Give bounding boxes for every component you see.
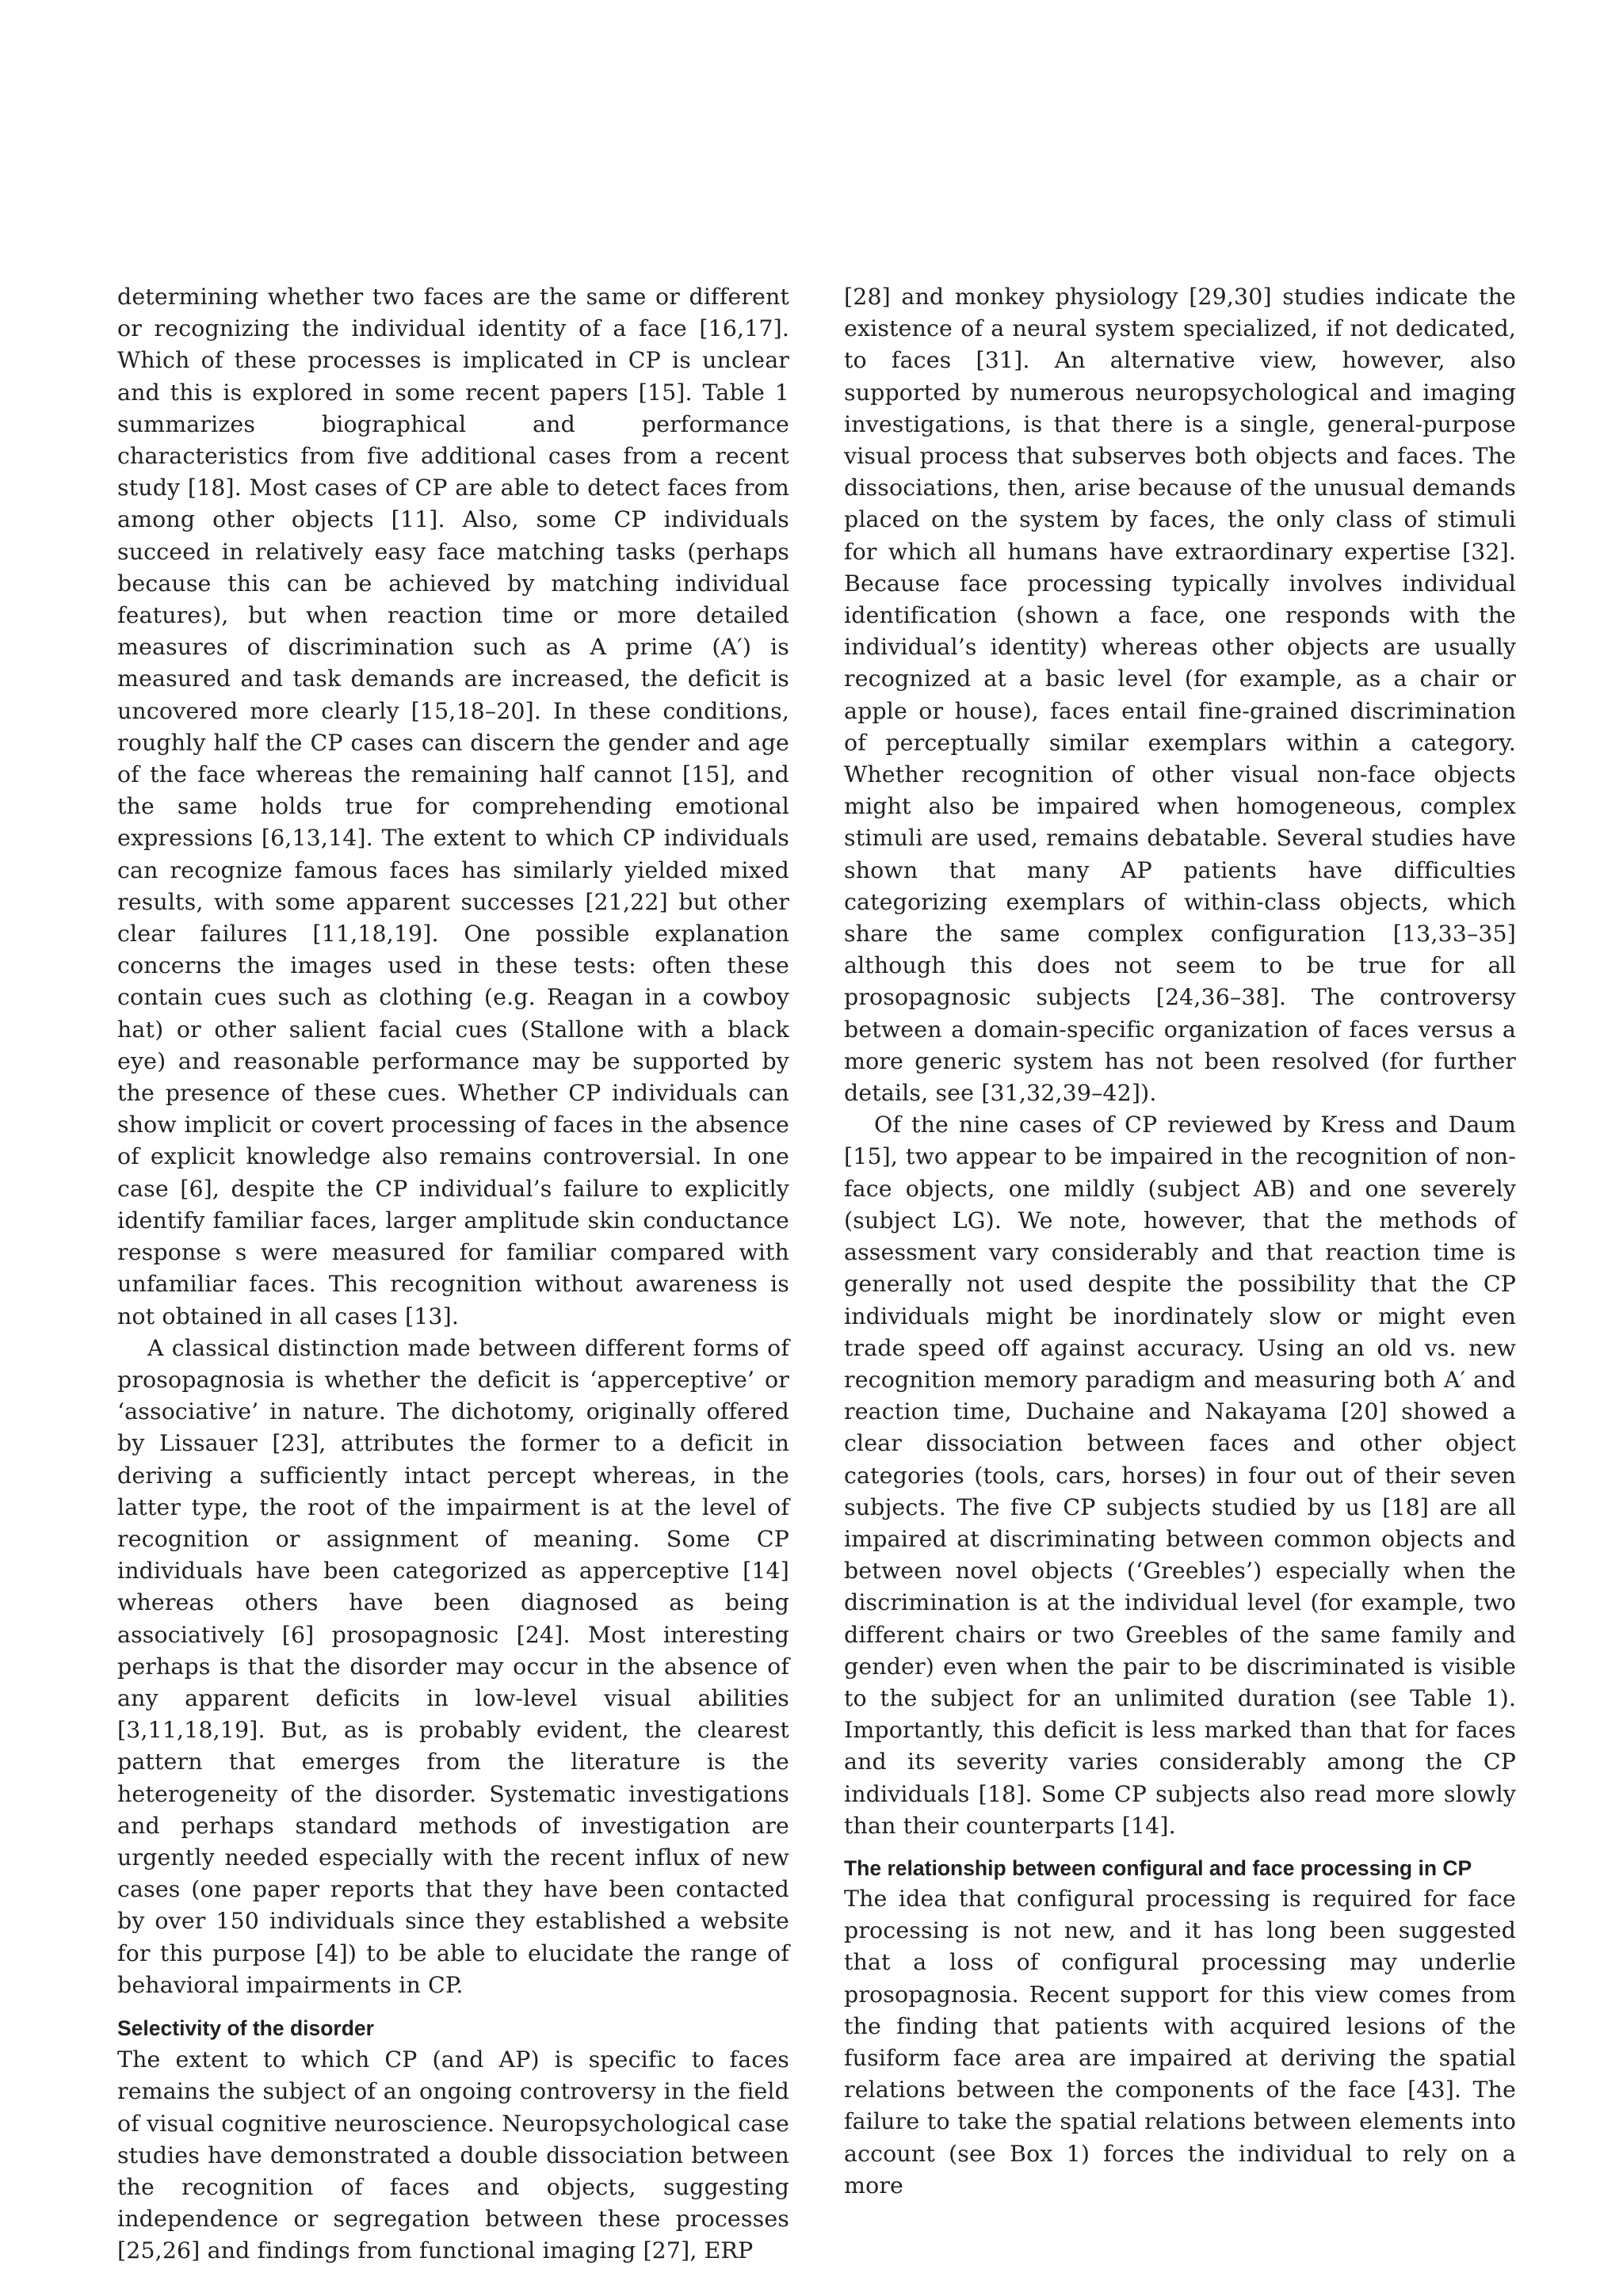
right-paragraph-3: The idea that configural processing is required for face processing is not new, and it has long been suggested that a loss of configural processing may underlie prosopagnosia. Recent support for this view comes from the finding that patients with acquired lesions of the fusiform face area are impaired at deriving the spatial relations between the components of the face [43]. The failure to take the spatial relations between elements into account (see Box 1) forces the individual to rely on a more: [844, 1885, 1516, 2199]
section-heading-configural: The relationship between configural and face processing in CP: [844, 1855, 1472, 1880]
left-paragraph-1: determining whether two faces are the same or different or recognizing the individual identity of a face [16,17]. Which of these processes is implicated in CP is unclear and this is explored in some recent papers [15]. Table 1 summarizes biographical and performance characteristics from five additional cases from a recent study [18]. Most cases of CP are able to detect faces from among other objects [11]. Also, some CP individuals succeed in relatively easy face matching tasks (perhaps because this can be achieved by matching individual features), but when reaction time or more detailed measures of discrimination such as A prime (A′) is measured and task demands are increased, the deficit is uncovered more clearly [15,18–20]. In these conditions, roughly half the CP cases can discern the gender and age of the face whereas the remaining half cannot [15], and the same holds true for comprehending emotional expressions [6,13,14]. The extent to which CP individuals can recognize famous faces has similarly yielded mixed results, with some apparent successes [21,22] but other clear failures [11,18,19]. One possible explanation concerns the images used in these tests: often these contain cues such as clothing (e.g. Reagan in a cowboy hat) or other salient facial cues (Stallone with a black eye) and reasonable performance may be supported by the presence of these cues. Whether CP individuals can show implicit or covert processing of faces in the absence of explicit knowledge also remains controversial. In one case [6], despite the CP individual’s failure to explicitly identify familiar faces, larger amplitude skin conductance response s were measured for familiar compared with unfamiliar faces. This recognition without awareness is not obtained in all cases [13].: [117, 284, 789, 1329]
left-paragraph-2: A classical distinction made between different forms of prosopagnosia is whether the deficit is ‘apperceptive’ or ‘associative’ in nature. The dichotomy, originally offered by Lissauer [23], attributes the former to a deficit in deriving a sufficiently intact percept whereas, in the latter type, the root of the impairment is at the level of recognition or assignment of meaning. Some CP individuals have been categorized as apperceptive [14] whereas others have been diagnosed as being associatively [6] prosopagnosic [24]. Most interesting perhaps is that the disorder may occur in the absence of any apparent deficits in low-level visual abilities [3,11,18,19]. But, as is probably evident, the clearest pattern that emerges from the literature is the heterogeneity of the disorder. Systematic investigations and perhaps standard methods of investigation are urgently needed especially with the recent influx of new cases (one paper reports that they have been contacted by over 150 individuals since they established a website for this purpose [4]) to be able to elucidate the range of behavioral impairments in CP.: [117, 1334, 789, 1998]
left-paragraph-3: The extent to which CP (and AP) is specific to faces remains the subject of an ongoing controversy in the field of visual cognitive neuroscience. Neuropsychological case studies have demonstrated a double dissociation between the recognition of faces and objects, suggesting independence or segregation between these processes [25,26] and findings from functional imaging [27], ERP: [117, 2046, 789, 2264]
right-column: [844, 281, 1516, 2202]
right-paragraph-1: [28] and monkey physiology [29,30] studies indicate the existence of a neural system specialized, if not dedicated, to faces [31]. An alternative view, however, also supported by numerous neuropsychological and imaging investigations, is that there is a single, general-purpose visual process that subserves both objects and faces. The dissociations, then, arise because of the unusual demands placed on the system by faces, the only class of stimuli for which all humans have extraordinary expertise [32]. Because face processing typically involves individual identification (shown a face, one responds with the individual’s identity) whereas other objects are usually recognized at a basic level (for example, as a chair or apple or house), faces entail fine-grained discrimination of perceptually similar exemplars within a category. Whether recognition of other visual non-face objects might also be impaired when homogeneous, complex stimuli are used, remains debatable. Several studies have shown that many AP patients have difficulties categorizing exemplars of within-class objects, which share the same complex configuration [13,33–35] although this does not seem to be true for all prosopagnosic subjects [24,36–38]. The controversy between a domain-specific organization of faces versus a more generic system has not been resolved (for further details, see [31,32,39–42]).: [844, 284, 1516, 1107]
section-heading-selectivity: Selectivity of the disorder: [117, 2016, 374, 2040]
left-column: [117, 281, 789, 2267]
right-paragraph-2: Of the nine cases of CP reviewed by Kress and Daum [15], two appear to be impaired in the recognition of non-face objects, one mildly (subject AB) and one severely (subject LG). We note, however, that the methods of assessment vary considerably and that reaction time is generally not used despite the possibility that the CP individuals might be inordinately slow or might even trade speed off against accuracy. Using an old vs. new recognition memory paradigm and measuring both A′ and reaction time, Duchaine and Nakayama [20] showed a clear dissociation between faces and other object categories (tools, cars, horses) in four out of their seven subjects. The five CP subjects studied by us [18] are all impaired at discriminating between common objects and between novel objects (‘Greebles’) especially when the discrimination is at the individual level (for example, two different chairs or two Greebles of the same family and gender) even when the pair to be discriminated is visible to the subject for an unlimited duration (see Table 1). Importantly, this deficit is less marked than that for faces and its severity varies considerably among the CP individuals [18]. Some CP subjects also read more slowly than their counterparts [14].: [844, 1112, 1516, 1839]
